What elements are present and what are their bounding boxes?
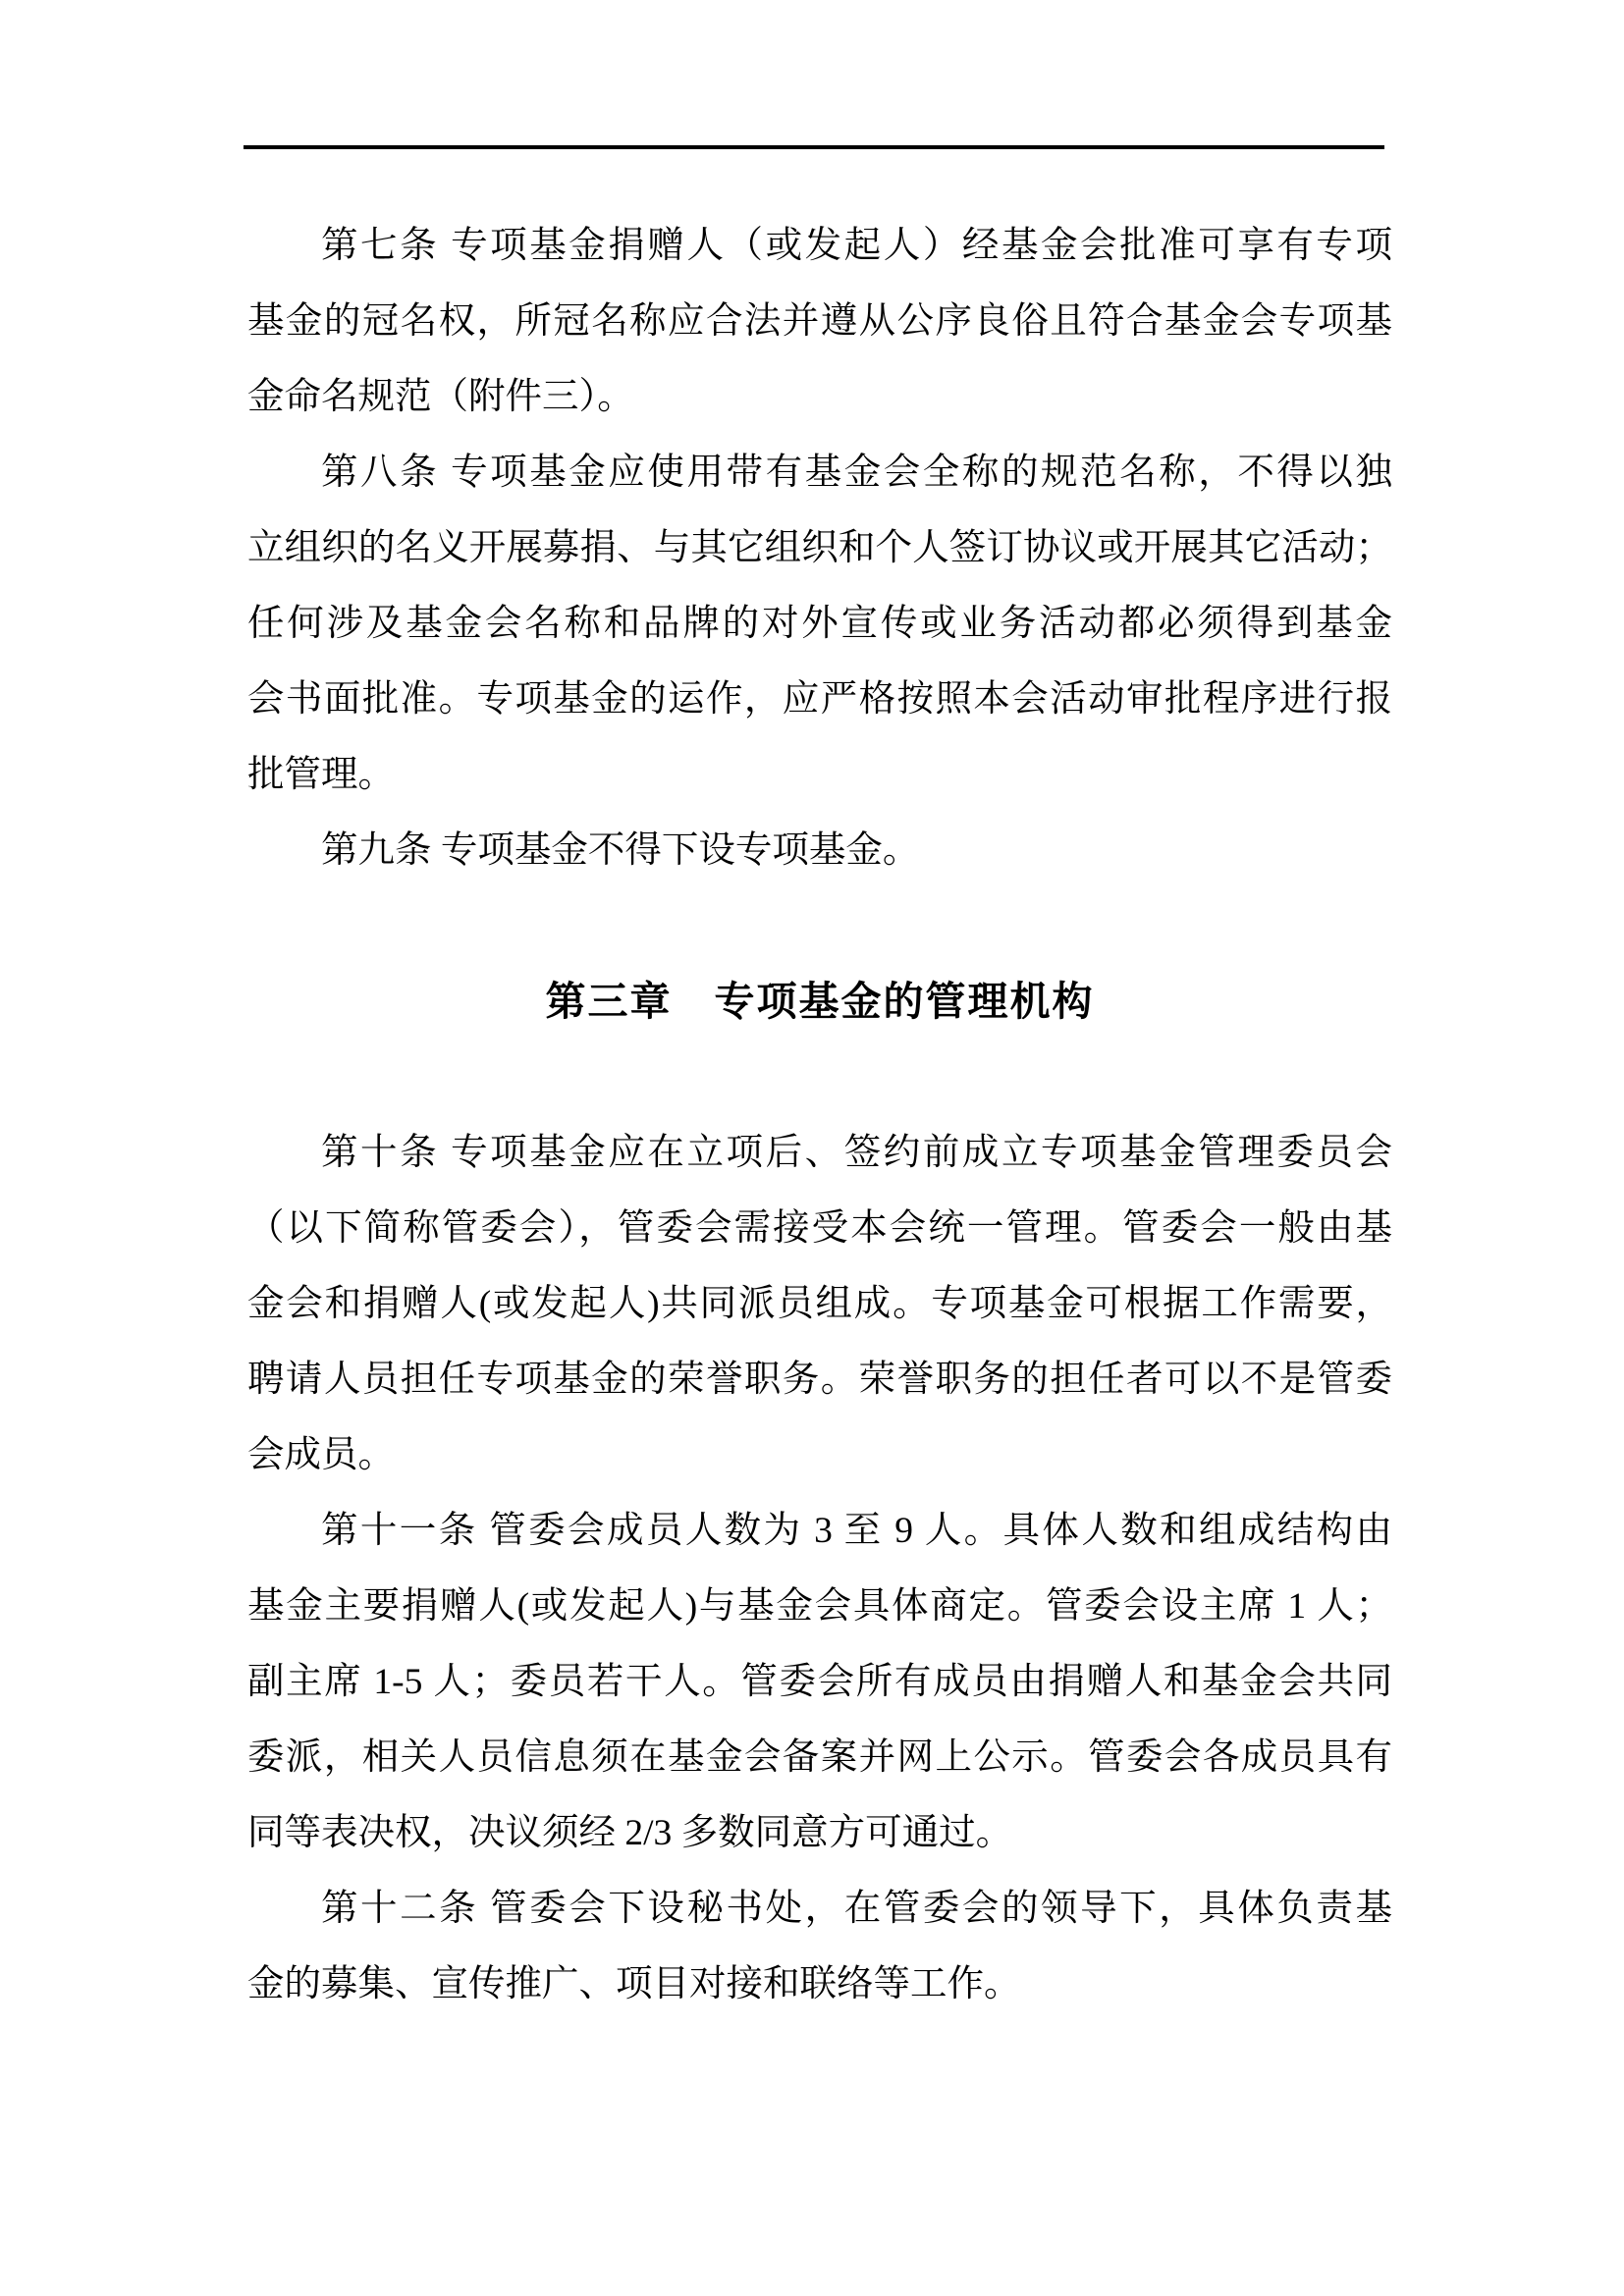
article-8-line-3: 任何涉及基金会名称和品牌的对外宣传或业务活动都必须得到基金 <box>247 604 1392 644</box>
article-10-line-1: 第十条 专项基金应在立项后、签约前成立专项基金管理委员会 <box>321 1133 1392 1173</box>
article-10 <box>247 1115 1392 1493</box>
blank-line <box>247 1040 1392 1115</box>
article-11-line-3: 副主席 1-5 人；委员若干人。管委会所有成员由捐赠人和基金会共同 <box>247 1662 1392 1702</box>
article-7-line-2: 基金的冠名权，所冠名称应合法并遵从公序良俗且符合基金会专项基 <box>247 301 1392 342</box>
article-10-line-4: 聘请人员担任专项基金的荣誉职务。荣誉职务的担任者可以不是管委 <box>247 1360 1392 1400</box>
article-11-line-5: 同等表决权，决议须经 2/3 多数同意方可通过。 <box>247 1813 1013 1853</box>
chapter-3-heading: 第三章 专项基金的管理机构 <box>545 979 1095 1024</box>
article-8-line-5: 批管理。 <box>247 755 395 795</box>
article-11-line-2: 基金主要捐赠人(或发起人)与基金会具体商定。管委会设主席 1 人； <box>247 1586 1392 1627</box>
blank-line <box>247 888 1392 964</box>
article-9 <box>247 813 1392 888</box>
article-11 <box>247 1493 1392 1871</box>
document-content <box>247 208 1392 2022</box>
article-12-line-1: 第十二条 管委会下设秘书处，在管委会的领导下，具体负责基 <box>321 1889 1392 1929</box>
article-10-line-5: 会成员。 <box>247 1435 395 1475</box>
article-11-line-4: 委派，相关人员信息须在基金会备案并网上公示。管委会各成员具有 <box>247 1737 1392 1778</box>
article-12-line-2: 金的募集、宣传推广、项目对接和联络等工作。 <box>247 1964 1021 2004</box>
article-7 <box>247 208 1392 435</box>
article-12 <box>247 1871 1392 2022</box>
article-11-line-1: 第十一条 管委会成员人数为 3 至 9 人。具体人数和组成结构由 <box>321 1511 1392 1551</box>
article-9-line-1: 第九条 专项基金不得下设专项基金。 <box>321 830 920 871</box>
article-10-line-3: 金会和捐赠人(或发起人)共同派员组成。专项基金可根据工作需要， <box>247 1284 1392 1324</box>
article-7-line-3: 金命名规范（附件三）。 <box>247 377 634 417</box>
article-8-line-2: 立组织的名义开展募捐、与其它组织和个人签订协议或开展其它活动； <box>247 528 1392 568</box>
article-8-line-4: 会书面批准。专项基金的运作，应严格按照本会活动审批程序进行报 <box>247 679 1392 720</box>
article-7-line-1: 第七条 专项基金捐赠人（或发起人）经基金会批准可享有专项 <box>321 226 1392 266</box>
article-8 <box>247 435 1392 813</box>
article-8-line-1: 第八条 专项基金应使用带有基金会全称的规范名称，不得以独 <box>321 453 1392 493</box>
header-rule <box>244 145 1384 149</box>
article-10-line-2: （以下简称管委会），管委会需接受本会统一管理。管委会一般由基 <box>247 1208 1392 1249</box>
